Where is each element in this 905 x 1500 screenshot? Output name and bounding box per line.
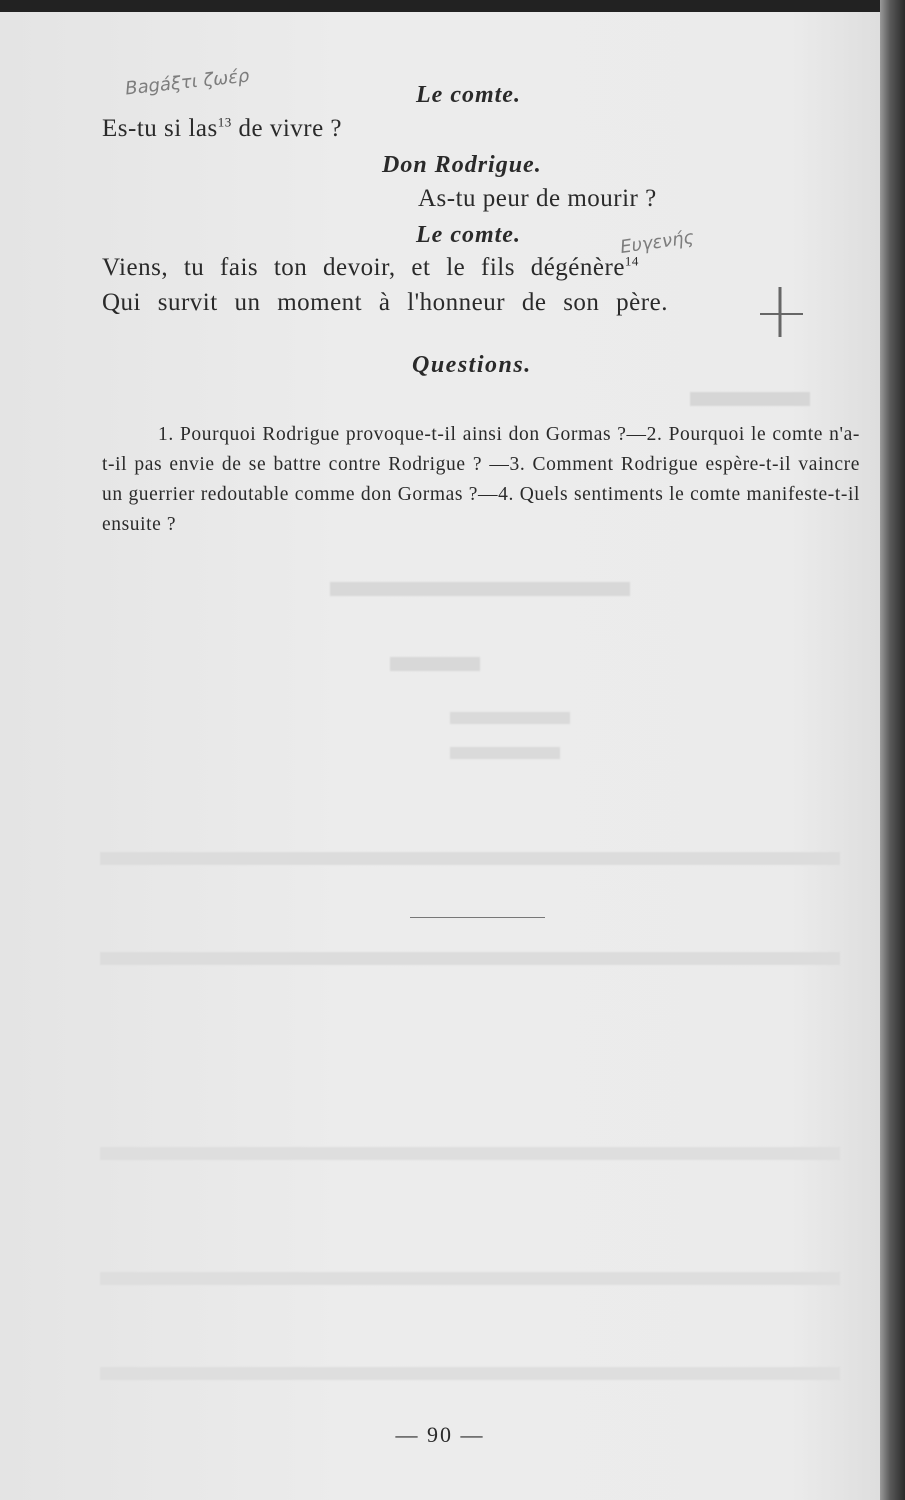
scan-top-border <box>0 0 905 12</box>
bleed-through-mark <box>330 582 630 596</box>
page-number: — 90 — <box>395 1422 485 1447</box>
speaker-label: Le comte. <box>416 82 521 108</box>
bleed-through-mark <box>100 1367 840 1380</box>
bleed-through-mark <box>690 392 810 406</box>
footnote-ref: 14 <box>624 253 639 269</box>
footnote-ref: 13 <box>217 114 232 130</box>
book-page <box>0 12 880 1500</box>
questions-paragraph: 1. Pourquoi Rodrigue provoque-t-il ainsi don Gormas ?—2. Pourquoi le comte n'a-t-il pas envie de se battre contre Rodrigue ? —3. Comment Rodrigue espère-t-il vaincre un guerrier redoutable comme don Gormas ?—4. Quels sentiments le comte manifeste-t-il ensuite ? <box>102 424 860 535</box>
verse-line: As-tu peur de mourir ? <box>418 185 657 212</box>
bleed-through-mark <box>450 712 570 724</box>
divider <box>410 917 545 918</box>
pencil-annotation: Bagáξτι ζωέρ <box>124 65 251 100</box>
bleed-through-mark <box>100 952 840 965</box>
pencil-cross-mark <box>755 282 805 342</box>
bleed-through-mark <box>100 852 840 865</box>
speaker-label: Don Rodrigue. <box>382 152 542 178</box>
pencil-annotation: Ευγενής <box>618 226 696 259</box>
verse-line: Qui survit un moment à l'honneur de son père. <box>102 289 668 316</box>
section-heading: Questions. <box>412 352 532 378</box>
bleed-through-mark <box>390 657 480 671</box>
verse-line: Viens, tu fais ton devoir, et le fils dégénère$^{14}$ <box>102 253 639 281</box>
bleed-through-mark <box>100 1147 840 1160</box>
bleed-through-mark <box>450 747 560 759</box>
book-edge <box>880 0 905 1500</box>
bleed-through-mark <box>100 1272 840 1285</box>
verse-line: Es-tu si las$^{13}$ de vivre ? <box>102 114 343 142</box>
speaker-label: Le comte. <box>416 222 521 248</box>
